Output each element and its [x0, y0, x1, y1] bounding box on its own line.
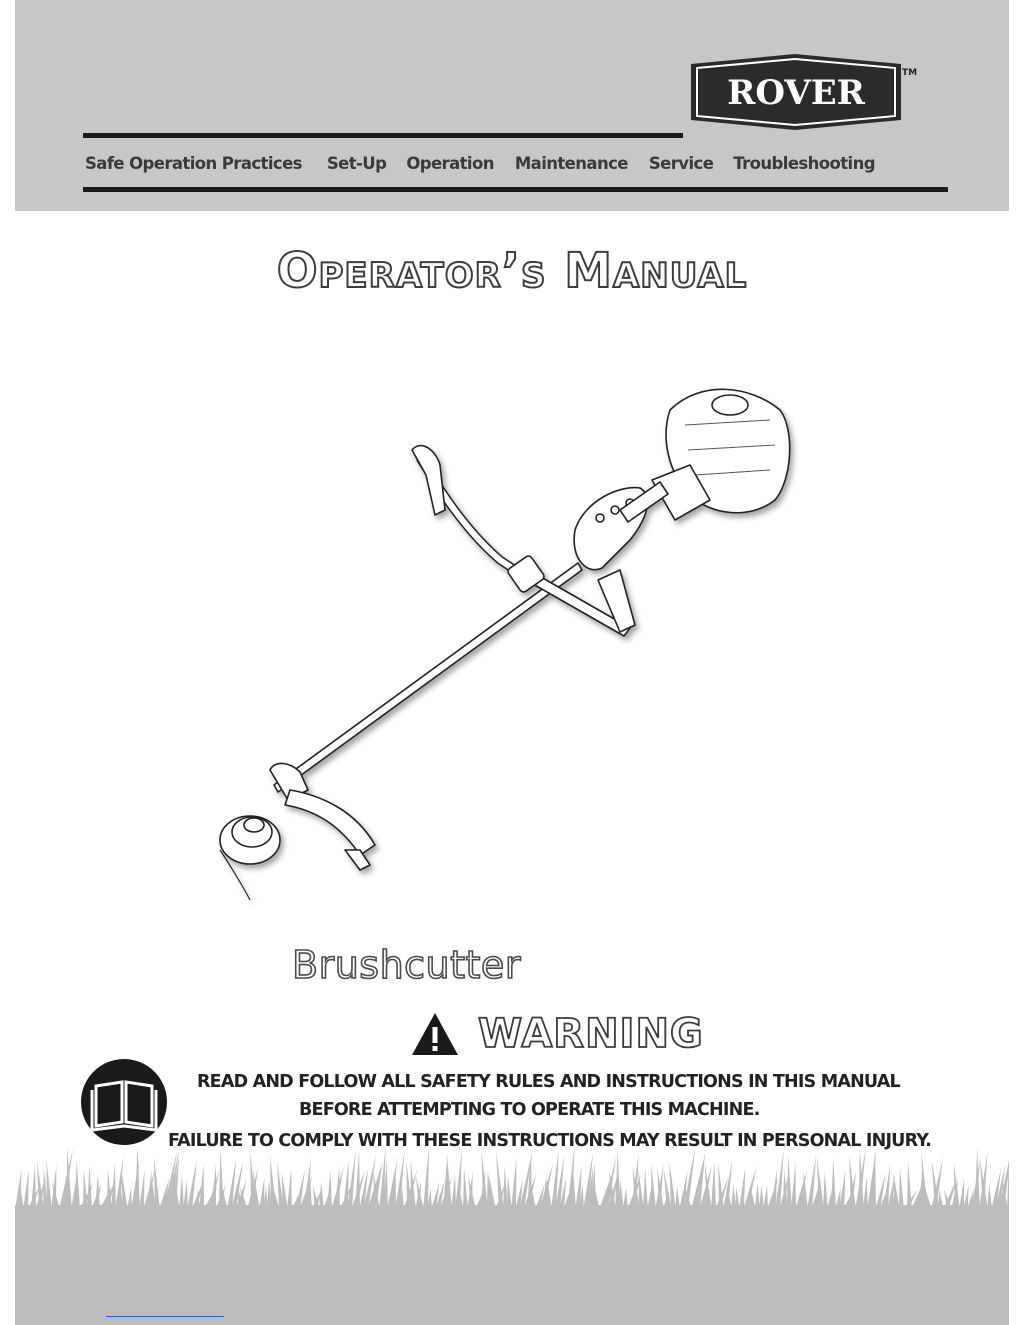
- grass-blade: [127, 1188, 132, 1210]
- grass-blade: [507, 1174, 512, 1210]
- nav-troubleshooting[interactable]: Troubleshooting: [733, 153, 875, 173]
- nav-operation[interactable]: Operation: [406, 153, 494, 173]
- logo-text: ROVER: [727, 73, 865, 113]
- warning-line-3: FAILURE TO COMPLY WITH THESE INSTRUCTIONS MAY RESULT IN PERSONAL INJURY.: [168, 1131, 932, 1151]
- grass-blade: [651, 1164, 656, 1210]
- manual-cover: [15, 0, 1009, 1325]
- product-name: Brushcutter: [292, 943, 521, 987]
- grass-blade: [623, 1188, 628, 1210]
- grass-blade: [839, 1170, 845, 1210]
- grass-blade: [496, 1152, 504, 1210]
- grass-blade: [735, 1187, 740, 1210]
- grass-blade: [863, 1176, 868, 1210]
- grass-blade: [899, 1167, 904, 1210]
- grass-footer: [15, 1150, 1009, 1325]
- grass-blade: [643, 1168, 648, 1210]
- warning-line-1: READ AND FOLLOW ALL SAFETY RULES AND INSTRUCTIONS IN THIS MANUAL: [197, 1072, 900, 1092]
- nav-maintenance[interactable]: Maintenance: [514, 153, 628, 173]
- header-rule-top: [83, 133, 683, 138]
- brushcutter-illustration: [190, 370, 820, 930]
- grass-blade: [759, 1185, 764, 1210]
- grass-blade: [355, 1150, 360, 1210]
- grass-blade: [83, 1170, 88, 1210]
- grass-blade: [23, 1170, 29, 1210]
- grass-blade: [107, 1169, 112, 1210]
- grass-blade: [31, 1163, 36, 1210]
- grass-blade: [111, 1163, 116, 1210]
- grass-blade: [975, 1150, 980, 1210]
- grass-blade: [183, 1180, 188, 1210]
- grass-blade: [46, 1160, 52, 1210]
- grass-blade: [511, 1157, 516, 1210]
- grass-blade: [987, 1184, 992, 1210]
- grass-blade: [423, 1150, 429, 1210]
- grass-blade: [451, 1175, 456, 1210]
- warning-triangle-icon: [410, 1011, 460, 1057]
- grass-blade: [259, 1177, 264, 1210]
- grass-blade: [791, 1162, 796, 1210]
- grass-blade: [447, 1153, 452, 1210]
- footer-link-underline[interactable]: [106, 1316, 224, 1317]
- grass-blade: [335, 1166, 340, 1210]
- grass-blade: [638, 1169, 644, 1210]
- grass-blade: [787, 1155, 792, 1210]
- warning-heading: [410, 1008, 704, 1060]
- header-rule-bottom: [83, 187, 948, 192]
- read-manual-book-icon: [80, 1058, 168, 1146]
- grass-blade: [907, 1162, 912, 1210]
- section-nav: [85, 150, 875, 176]
- grass-blade: [675, 1186, 680, 1210]
- grass-blade: [755, 1183, 760, 1210]
- grass-blade: [619, 1179, 624, 1210]
- grass-blade: [463, 1168, 468, 1210]
- grass-blade: [718, 1163, 724, 1210]
- grass-blade: [135, 1150, 140, 1210]
- grass-blade: [287, 1168, 292, 1210]
- page-title: Operator’s Manual: [276, 243, 748, 299]
- rover-logo: [691, 54, 901, 130]
- grass-blade: [739, 1168, 745, 1210]
- grass-blade: [763, 1185, 768, 1210]
- grass-blade: [711, 1162, 716, 1210]
- warning-label: WARNING: [478, 1011, 704, 1057]
- grass-blade: [823, 1172, 828, 1210]
- grass-blade: [139, 1170, 145, 1210]
- grass-blade: [199, 1164, 204, 1210]
- trademark-symbol: TM: [902, 68, 918, 78]
- nav-service[interactable]: Service: [648, 153, 714, 173]
- grass-blade: [831, 1157, 836, 1210]
- grass-blade: [179, 1175, 184, 1210]
- nav-safe-operation[interactable]: Safe Operation Practices: [85, 153, 302, 173]
- grass-blade: [859, 1150, 864, 1210]
- nav-set-up[interactable]: Set-Up: [326, 153, 387, 173]
- grass-blade: [327, 1170, 332, 1210]
- warning-line-2: BEFORE ATTEMPTING TO OPERATE THIS MACHINE.: [299, 1100, 760, 1120]
- grass-blade: [154, 1157, 160, 1210]
- grass-blade: [531, 1186, 536, 1210]
